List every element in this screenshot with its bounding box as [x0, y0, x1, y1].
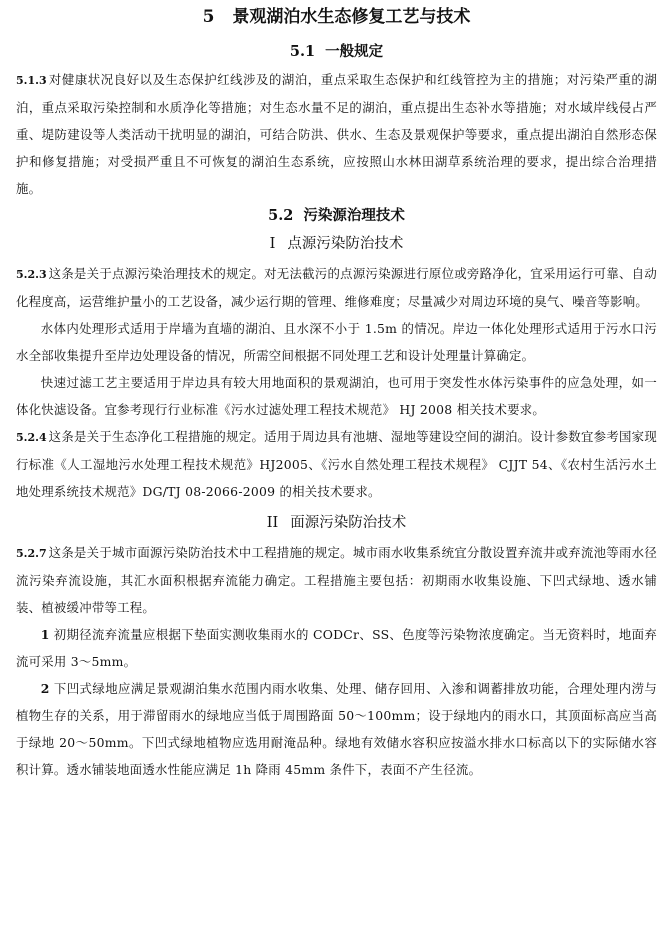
- section-number: 5.2: [268, 207, 294, 224]
- clause-5-2-3: [16, 260, 657, 315]
- clause-text: 这条是关于城市面源污染防治技术中工程措施的规定。城市雨水收集系统宜分散设置弃流井或弃流池等雨水径流污染弃流设施，其汇水面积根据弃流能力确定。工程措施主要包括：初期雨水收集设施、下凹式绿地、透水铺装、植被缓冲带等工程。: [16, 545, 657, 615]
- chapter-number: 5: [202, 7, 215, 27]
- item-text: 初期径流弃流量应根据下垫面实测收集雨水的 CODCr、SS、色度等污染物浓度确定。当无资料时，地面弃流可采用 3～5mm。: [16, 627, 657, 669]
- section-number: 5.1: [289, 43, 316, 60]
- item-number: 1: [40, 627, 50, 642]
- part-title: 面源污染防治技术: [290, 515, 407, 531]
- clause-text: 这条是关于生态净化工程措施的规定。适用于周边具有池塘、湿地等建设空间的湖泊。设计参数宜参考国家现行标准《人工湿地污水处理工程技术规范》HJ2005、《污水自然处理工程技术规程》 CJJT 54、《农村生活污水土地处理系统技术规范》DG/TJ 08-2066-2009 的相关技术要求。: [16, 429, 657, 499]
- list-item: [16, 621, 657, 675]
- part-number: I: [269, 236, 276, 252]
- clause-number: 5.2.7: [16, 547, 47, 560]
- item-number: 2: [40, 681, 50, 696]
- part-heading-2: [16, 513, 657, 533]
- clause-number: 5.1.3: [16, 74, 47, 87]
- part-heading-1: [16, 234, 657, 254]
- part-number: II: [266, 515, 279, 531]
- section-title: 一般规定: [325, 43, 384, 60]
- section-heading-5-2: [16, 206, 657, 226]
- part-title: 点源污染防治技术: [287, 236, 404, 252]
- item-text: 下凹式绿地应满足景观湖泊集水范围内雨水收集、处理、储存回用、入渗和调蓄排放功能，合理处理内涝与植物生存的关系，用于滞留雨水的绿地应当低于周围路面 50～100mm；设于绿地内的雨水口，其顶面标高应当高于绿地 20～50mm。下凹式绿地植物应选用耐淹品种。绿地有效储水容积应按溢水排水口标高以下的实际储水容积计算。透水铺装地面透水性能应满足 1h 降雨 45mm 条件下，表面不产生径流。: [16, 681, 657, 777]
- clause-5-2-7: [16, 539, 657, 621]
- clause-number: 5.2.3: [16, 268, 47, 281]
- clause-5-2-4: [16, 423, 657, 505]
- paragraph: 快速过滤工艺主要适用于岸边具有较大用地面积的景观湖泊，也可用于突发性水体污染事件的应急处理，如一体化快滤设备。宜参考现行行业标准《污水过滤处理工程技术规范》 HJ 2008 相关技术要求。: [16, 375, 657, 417]
- chapter-heading: [16, 6, 657, 28]
- section-heading-5-1: [16, 42, 657, 62]
- chapter-title: 景观湖泊水生态修复工艺与技术: [232, 7, 471, 27]
- clause-text: 对健康状况良好以及生态保护红线涉及的湖泊，重点采取生态保护和红线管控为主的措施；对污染严重的湖泊，重点采取污染控制和水质净化等措施；对生态水量不足的湖泊，重点提出生态补水等措施；对水域岸线侵占严重、堤防建设等人类活动干扰明显的湖泊，可结合防洪、供水、生态及景观保护等要求，重点提出湖泊自然形态保护和修复措施；对受损严重且不可恢复的湖泊生态系统，应按照山水林田湖草系统治理的要求，提出综合治理措施。: [16, 72, 657, 196]
- clause-5-1-3: [16, 66, 657, 202]
- section-title: 污染源治理技术: [303, 207, 405, 224]
- clause-number: 5.2.4: [16, 431, 47, 444]
- clause-text: 这条是关于点源污染治理技术的规定。对无法截污的点源污染源进行原位或旁路净化，宜采用运行可靠、自动化程度高，运营维护量小的工艺设备，减少运行期的管理、维修难度；尽量减少对周边环境的臭气、噪音等影响。: [16, 266, 657, 309]
- paragraph: 水体内处理形式适用于岸墙为直墙的湖泊、且水深不小于 1.5m 的情况。岸边一体化处理形式适用于污水口污水全部收集提升至岸边处理设备的情况，所需空间根据不同处理工艺和设计处理量计算确定。: [16, 321, 657, 363]
- list-item: [16, 675, 657, 783]
